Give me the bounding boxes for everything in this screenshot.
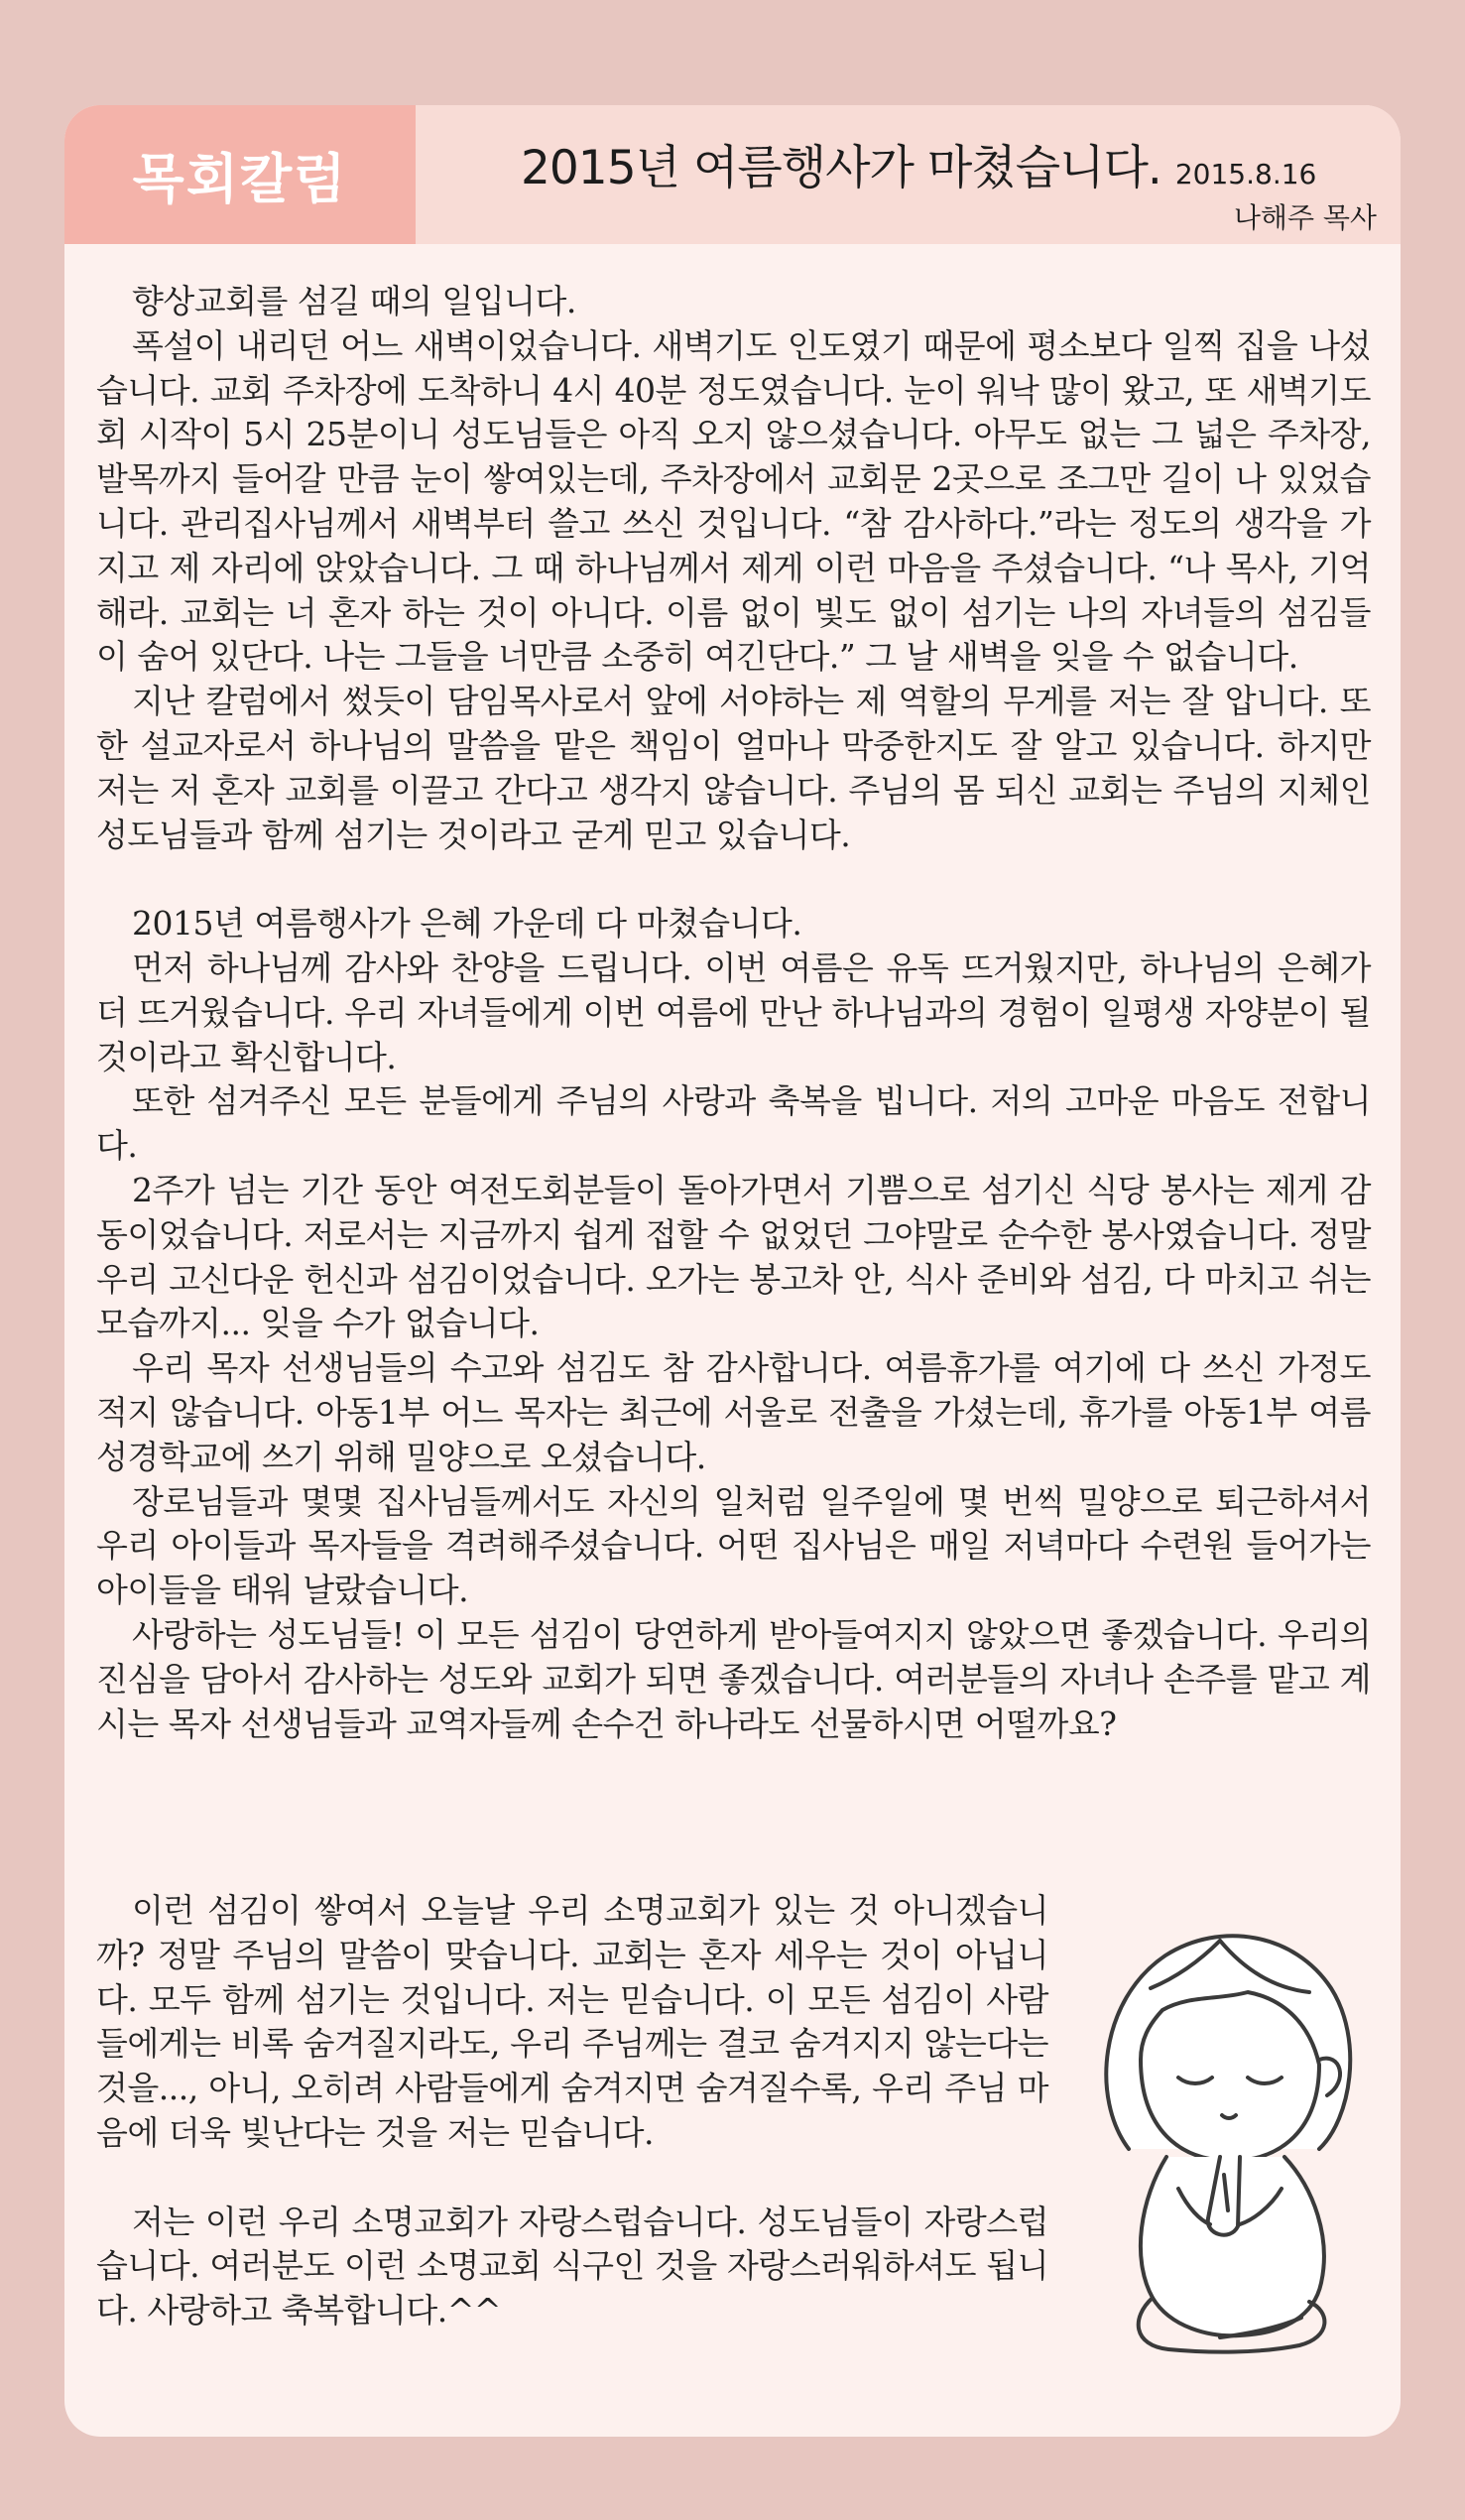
paragraph: 먼저 하나님께 감사와 찬양을 드립니다. 이번 여름은 유독 뜨거웠지만, 하나님의 은혜가 더 뜨거웠습니다. 우리 자녀들에게 이번 여름에 만난 하나님과의 경험이 일평생 자양분이 될 것이라고 확신합니다. bbox=[96, 947, 1371, 1076]
paragraph-gap bbox=[96, 857, 1371, 902]
paragraph: 또한 섬겨주신 모든 분들에게 주님의 사랑과 축복을 빕니다. 저의 고마운 마음도 전합니다. bbox=[96, 1081, 1371, 1166]
paragraph: 사랑하는 성도님들! 이 모든 섬김이 당연하게 받아들여지지 않았으면 좋겠습니다. 우리의 진심을 담아서 감사하는 성도와 교회가 되면 좋겠습니다. 여러분들의 자녀나 손주를 맡고 계시는 목자 선생님들과 교역자들께 손수건 하나라도 선물하시면 어떨까요? bbox=[96, 1614, 1371, 1743]
column-title: 2015년 여름행사가 마쳤습니다. bbox=[521, 141, 1161, 195]
paragraph: 우리 목자 선생님들의 수고와 섬김도 참 감사합니다. 여름휴가를 여기에 다 쓰신 가정도 적지 않습니다. 아동1부 어느 목자는 최근에 서울로 전출을 가셨는데, 휴가를 아동1부 여름성경학교에 쓰기 위해 밀양으로 오셨습니다. bbox=[96, 1348, 1371, 1476]
paragraph: 2015년 여름행사가 은혜 가운데 다 마쳤습니다. bbox=[132, 904, 802, 944]
column-header bbox=[64, 105, 1401, 244]
column-closing bbox=[96, 1889, 1048, 2333]
column-label-tab bbox=[64, 105, 416, 244]
paragraph: 이런 섬김이 쌓여서 오늘날 우리 소명교회가 있는 것 아니겠습니까? 정말 주님의 말씀이 맞습니다. 교회는 혼자 세우는 것이 아닙니다. 모두 함께 섬기는 것입니다. 저는 믿습니다. 이 모든 섬김이 사람들에게는 비록 숨겨질지라도, 우리 주님께는 결코 숨겨지지 않는다는 것을..., 아니, 오히려 사람들에게 숨겨지면 숨겨질수록, 우리 주님 마음에 더욱 빛난다는 것을 저는 믿습니다. bbox=[96, 1891, 1048, 2152]
paragraph: 장로님들과 몇몇 집사님들께서도 자신의 일처럼 일주일에 몇 번씩 밀양으로 퇴근하셔서 우리 아이들과 목자들을 격려해주셨습니다. 어떤 집사님은 매일 저녁마다 수련원 들어가는 아이들을 태워 날랐습니다. bbox=[96, 1481, 1371, 1610]
paragraph: 향상교회를 섬길 때의 일입니다. bbox=[132, 282, 576, 320]
paragraph: 저는 이런 우리 소명교회가 자랑스럽습니다. 성도님들이 자랑스럽습니다. 여러분도 이런 소명교회 식구인 것을 자랑스러워하셔도 됩니다. 사랑하고 축복합니다.^^ bbox=[96, 2202, 1048, 2331]
column-card bbox=[64, 105, 1401, 2437]
praying-child-illustration bbox=[1071, 1901, 1379, 2367]
paragraph: 2주가 넘는 기간 동안 여전도회분들이 돌아가면서 기쁨으로 섬기신 식당 봉사는 제게 감동이었습니다. 저로서는 지금까지 쉽게 접할 수 없었던 그야말로 순수한 봉사였습니다. 정말 우리 고신다운 헌신과 섬김이었습니다. 오가는 봉고차 안, 식사 준비와 섬김, 다 마치고 쉬는 모습까지... 잊을 수가 없습니다. bbox=[96, 1170, 1371, 1343]
column-body bbox=[96, 280, 1371, 1746]
title-row bbox=[521, 131, 1316, 197]
paragraph-gap bbox=[96, 2156, 1048, 2201]
paragraph: 지난 칼럼에서 썼듯이 담임목사로서 앞에 서야하는 제 역할의 무게를 저는 잘 압니다. 또한 설교자로서 하나님의 말씀을 맡은 책임이 얼마나 막중한지도 잘 알고 있습니다. 하지만 저는 저 혼자 교회를 이끌고 간다고 생각지 않습니다. 주님의 몸 되신 교회는 주님의 지체인 성도님들과 함께 섬기는 것이라고 굳게 믿고 있습니다. bbox=[96, 682, 1371, 854]
column-author: 나해주 목사 bbox=[1233, 201, 1377, 234]
column-date: 2015.8.16 bbox=[1174, 158, 1317, 190]
column-label: 목회칼럼 bbox=[132, 147, 348, 210]
paragraph: 폭설이 내리던 어느 새벽이었습니다. 새벽기도 인도였기 때문에 평소보다 일찍 집을 나섰습니다. 교회 주차장에 도착하니 4시 40분 정도였습니다. 눈이 워낙 많이 왔고, 또 새벽기도회 시작이 5시 25분이니 성도님들은 아직 오지 않으셨습니다. 아무도 없는 그 넓은 주차장, 발목까지 들어갈 만큼 눈이 쌓여있는데, 주차장에서 교회문 2곳으로 조그만 길이 나 있었습니다. 관리집사님께서 새벽부터 쓸고 쓰신 것입니다. “참 감사하다.”라는 정도의 생각을 가지고 제 자리에 앉았습니다. 그 때 하나님께서 제게 이런 마음을 주셨습니다. “나 목사, 기억해라. 교회는 너 혼자 하는 것이 아니다. 이름 없이 빛도 없이 섬기는 나의 자녀들의 섬김들이 숨어 있단다. 나는 그들을 너만큼 소중히 여긴단다.” 그 날 새벽을 잊을 수 없습니다. bbox=[96, 325, 1371, 677]
